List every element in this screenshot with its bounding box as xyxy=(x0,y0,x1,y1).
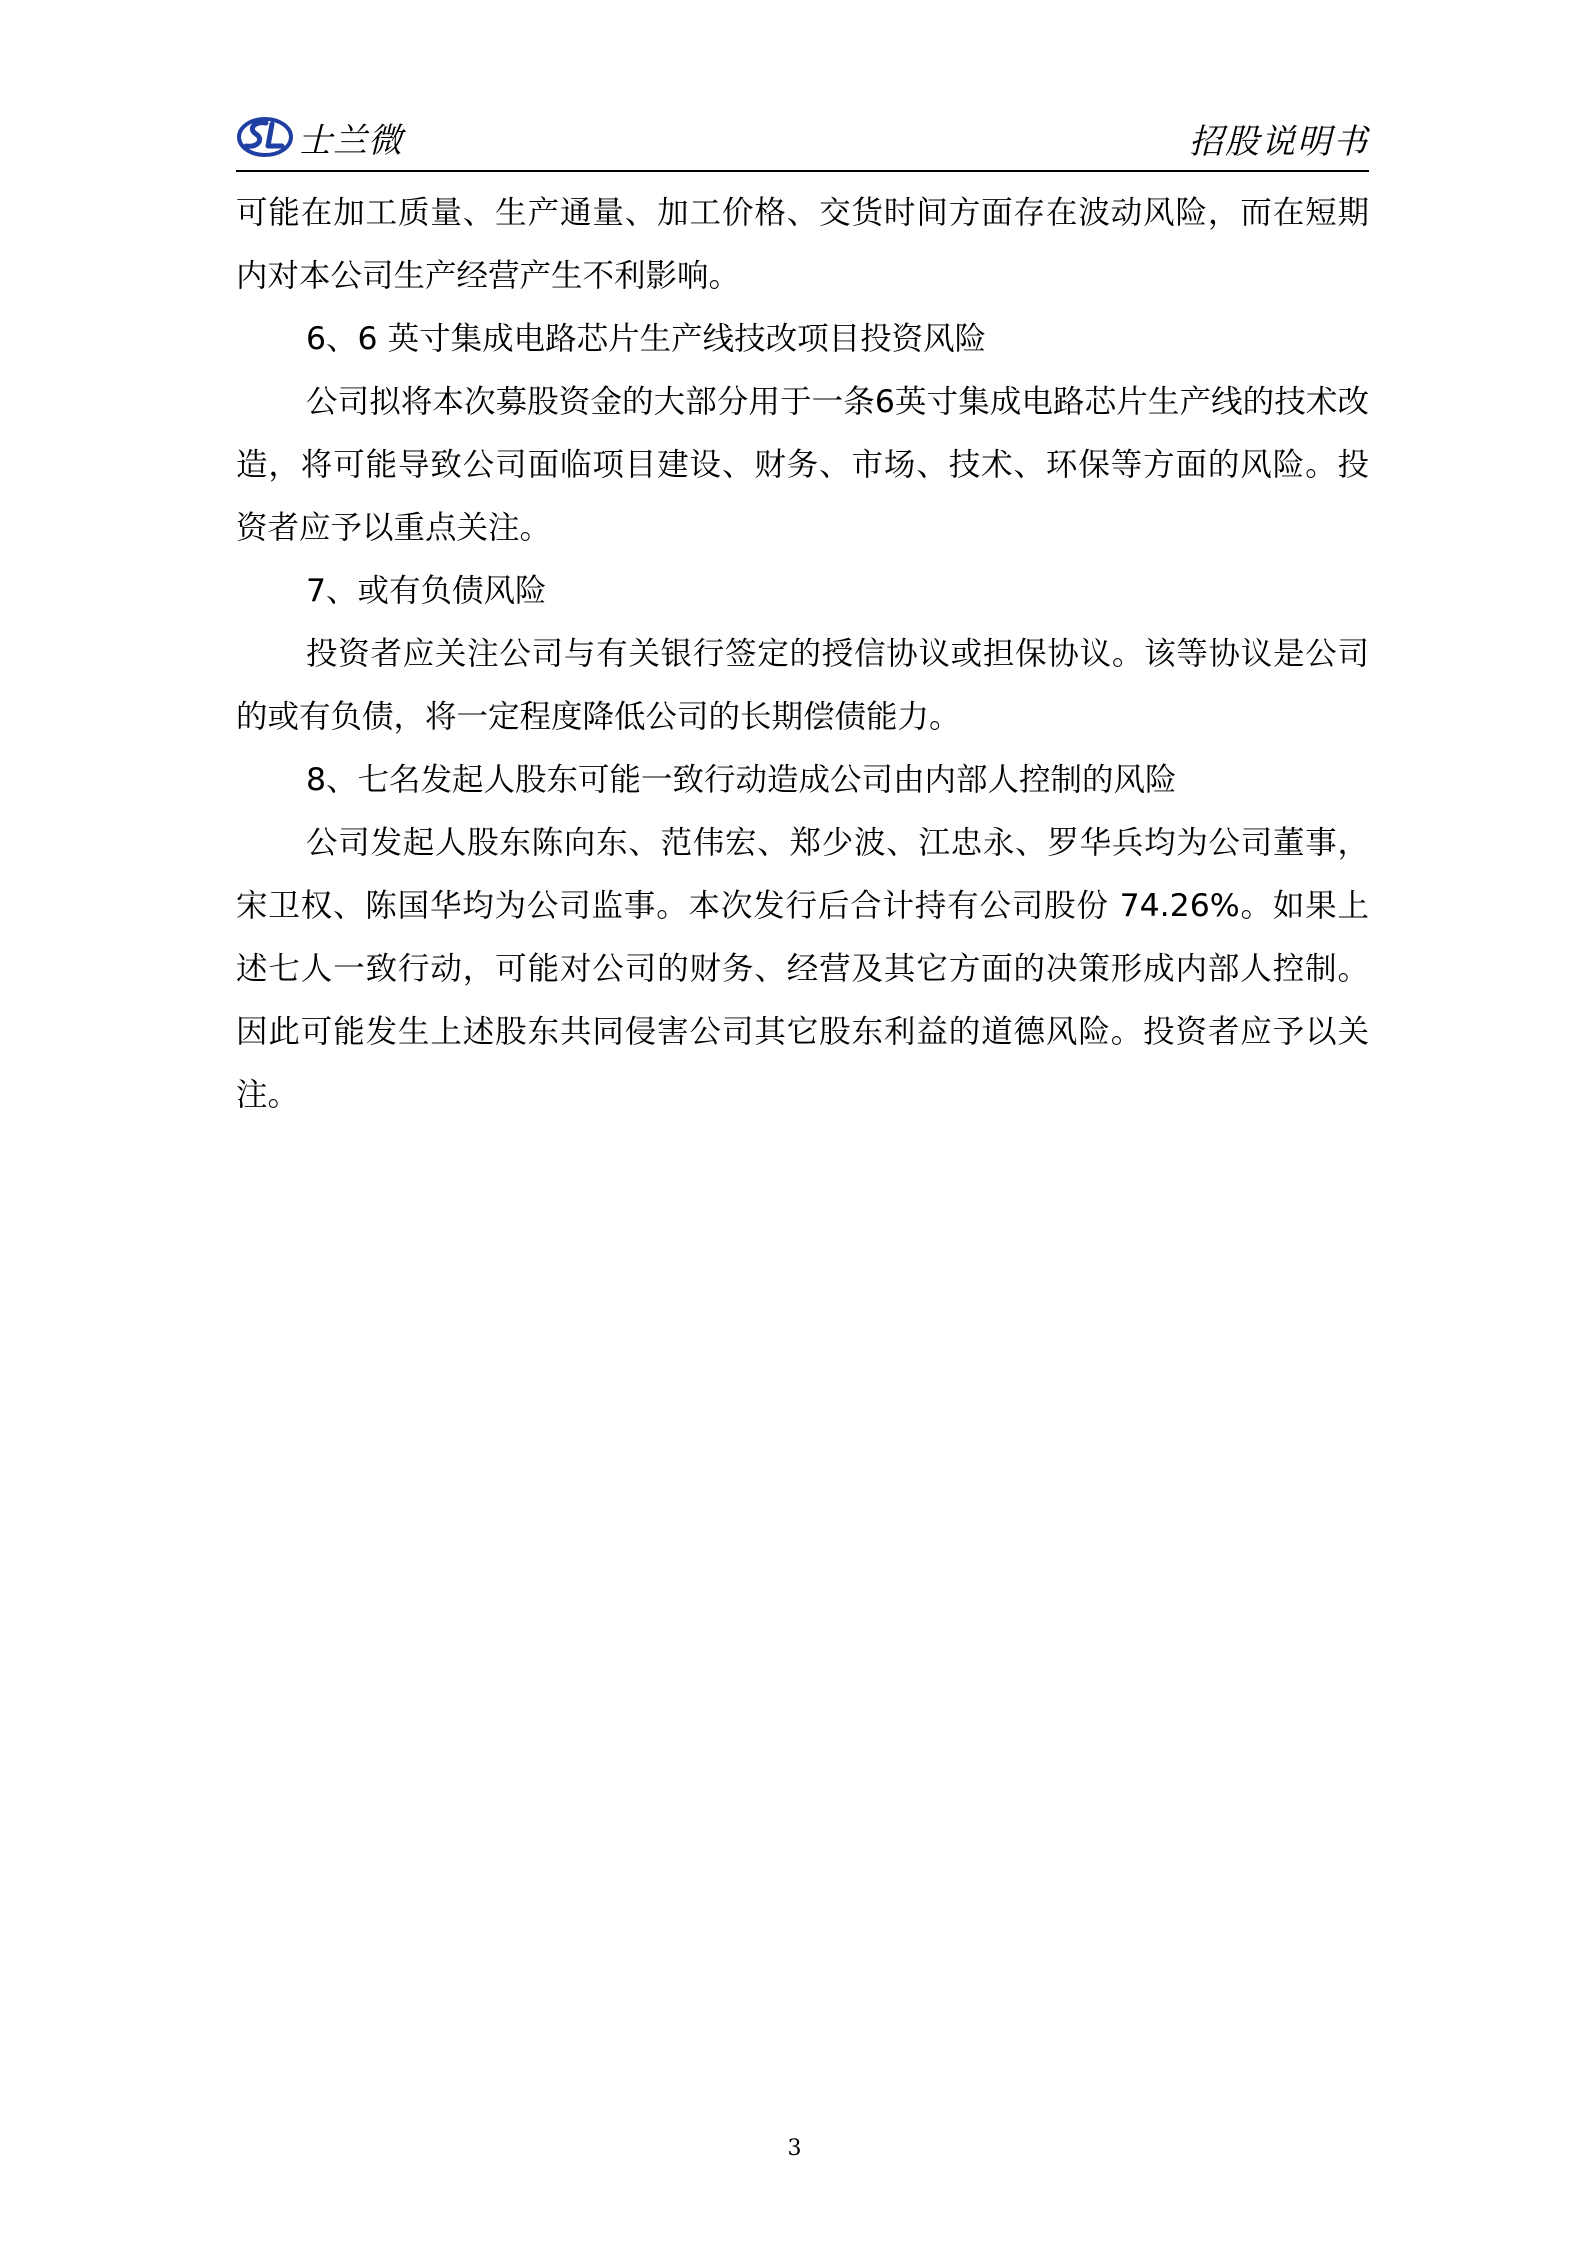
page-body xyxy=(236,182,1369,1127)
page-header xyxy=(236,108,1369,170)
silan-logo-icon xyxy=(236,115,294,159)
logo-text: 士兰微 xyxy=(298,120,403,161)
header-divider xyxy=(236,170,1369,172)
section-heading-6: 6、6 英寸集成电路芯片生产线技改项目投资风险 xyxy=(306,321,987,357)
paragraph-8: 公司发起人股东陈向东、范伟宏、郑少波、江忠永、罗华兵均为公司董事，宋卫权、陈国华均为公司监事。本次发行后合计持有公司股份 74.26%。如果上述七人一致行动，可能对公司的财务、经营及其它方面的决策形成内部人控制。因此可能发生上述股东共同侵害公司其它股东利益的道德风险。投资者应予以关注。 xyxy=(236,825,1369,1113)
company-logo xyxy=(236,112,403,162)
paragraph-6: 公司拟将本次募股资金的大部分用于一条6英寸集成电路芯片生产线的技术改造，将可能导致公司面临项目建设、财务、市场、技术、环保等方面的风险。投资者应予以重点关注。 xyxy=(236,384,1369,546)
paragraph-7: 投资者应关注公司与有关银行签定的授信协议或担保协议。该等协议是公司的或有负债，将一定程度降低公司的长期偿债能力。 xyxy=(236,636,1369,735)
paragraph-continuation: 可能在加工质量、生产通量、加工价格、交货时间方面存在波动风险，而在短期内对本公司生产经营产生不利影响。 xyxy=(236,195,1369,294)
section-heading-8: 8、七名发起人股东可能一致行动造成公司由内部人控制的风险 xyxy=(306,762,1177,798)
section-heading-7: 7、或有负债风险 xyxy=(306,573,547,609)
page-number: 3 xyxy=(787,2136,802,2161)
document-title: 招股说明书 xyxy=(1189,122,1369,162)
